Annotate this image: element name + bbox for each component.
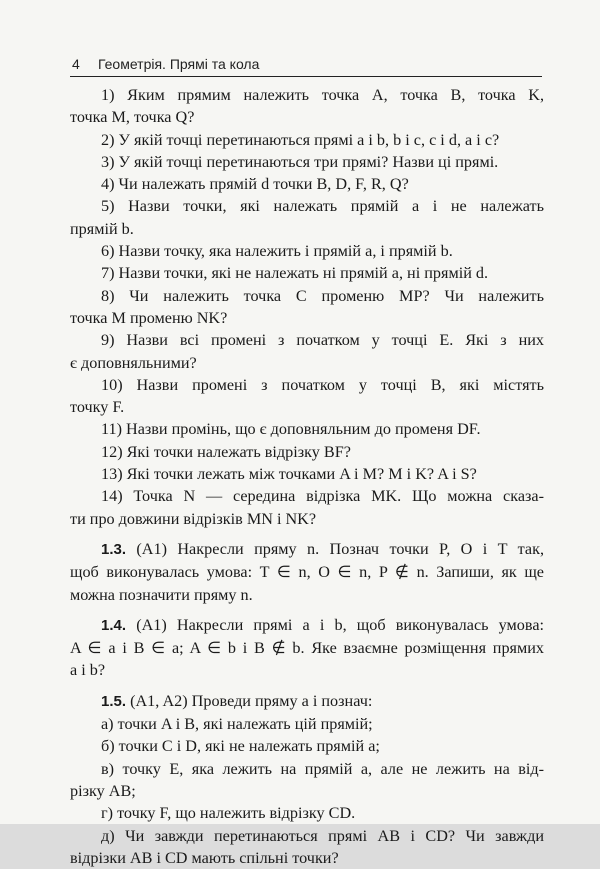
question-line: ти про довжини відрізків MN і NK?	[70, 509, 317, 528]
exercise-line: A ∈ a і B ∈ a; A ∈ b і B ∉ b. Яке взаємне розміщення прямих	[70, 639, 544, 658]
question-line: 6) Назви точку, яка належить і прямій a, і прямій b.	[101, 242, 453, 261]
exercise-text: (A1) Накресли пряму n. Познач точки P, O і T так,	[136, 539, 544, 558]
exercise-line: відрізки AB і CD мають спільні точки?	[70, 848, 339, 867]
exercise-line: щоб виконувалась умова: T ∈ n, O ∈ n, P ∉ n. Запиши, як ще	[70, 563, 544, 582]
question-line: 1) Яким прямим належить точка A, точка B, точка K,	[101, 86, 544, 104]
question-line: є доповняльними?	[70, 353, 197, 372]
exercise-gap	[70, 606, 544, 614]
question-line: точку F.	[70, 398, 125, 417]
question-line: 13) Які точки лежать між точками A і M? M і K? A і S?	[101, 465, 477, 484]
question-line: точка M, точка Q?	[70, 108, 195, 127]
exercise-block	[70, 614, 544, 682]
exercise-line: можна позначити пряму n.	[70, 585, 253, 604]
exercise-line: в) точку E, яка лежить на прямій a, але не лежить на від-	[101, 759, 544, 778]
question-line: 14) Точка N — середина відрізка MK. Що можна сказа-	[101, 487, 544, 506]
exercise-block	[70, 538, 544, 606]
exercise-line: різку AB;	[70, 781, 136, 800]
exercise-block	[70, 690, 544, 869]
page-number: 4	[72, 56, 80, 72]
question-line: 7) Назви точки, які не належать ні прямій a, ні прямій d.	[101, 264, 489, 283]
question-line: точка M променю NK?	[70, 308, 228, 327]
exercise-line	[70, 538, 544, 561]
exercise-line	[70, 614, 544, 637]
page-body	[70, 84, 544, 869]
exercise-line: д) Чи завжди перетинаються прямі AB і CD? Чи завжди	[101, 826, 544, 845]
exercise-number: 1.4.	[101, 616, 127, 634]
page-header	[70, 54, 542, 77]
exercise-text: (A1, A2) Проведи пряму a і познач:	[130, 691, 373, 710]
exercise-text: (A1) Накресли прямі a і b, щоб виконувалась умова:	[136, 615, 544, 634]
question-line: 11) Назви промінь, що є доповняльним до променя DF.	[101, 420, 481, 439]
exercise-line: г) точку F, що належить відрізку CD.	[101, 804, 356, 823]
exercise-number: 1.5.	[101, 692, 127, 710]
question-line: 10) Назви промені з початком у точці B, які містять	[101, 375, 544, 394]
question-line: 5) Назви точки, які належать прямій a і не належать	[101, 197, 544, 216]
question-line: 8) Чи належить точка C променю MP? Чи належить	[101, 286, 544, 305]
exercise-number: 1.3.	[101, 540, 127, 558]
exercise-line: a і b?	[70, 661, 106, 680]
exercise-line: б) точки C і D, які не належать прямій a;	[101, 737, 380, 756]
exercise-line: а) точки A і B, які належать цій прямій;	[101, 715, 373, 734]
question-line: 12) Які точки належать відрізку BF?	[101, 442, 351, 461]
running-title: Геометрія. Прямі та кола	[98, 56, 260, 72]
exercise-line	[70, 690, 544, 713]
question-line: 2) У якій точці перетинаються прямі a i b, b i c, c i d, a i c?	[101, 130, 500, 149]
question-line: 4) Чи належать прямій d точки B, D, F, R, Q?	[101, 175, 409, 194]
exercise-gap	[70, 682, 544, 690]
question-line: 9) Назви всі промені з початком у точці E. Які з них	[101, 331, 544, 350]
question-line: 3) У якій точці перетинаються три прямі? Назви ці прямі.	[101, 152, 499, 171]
exercise-gap	[70, 530, 544, 538]
question-line: прямій b.	[70, 219, 134, 238]
